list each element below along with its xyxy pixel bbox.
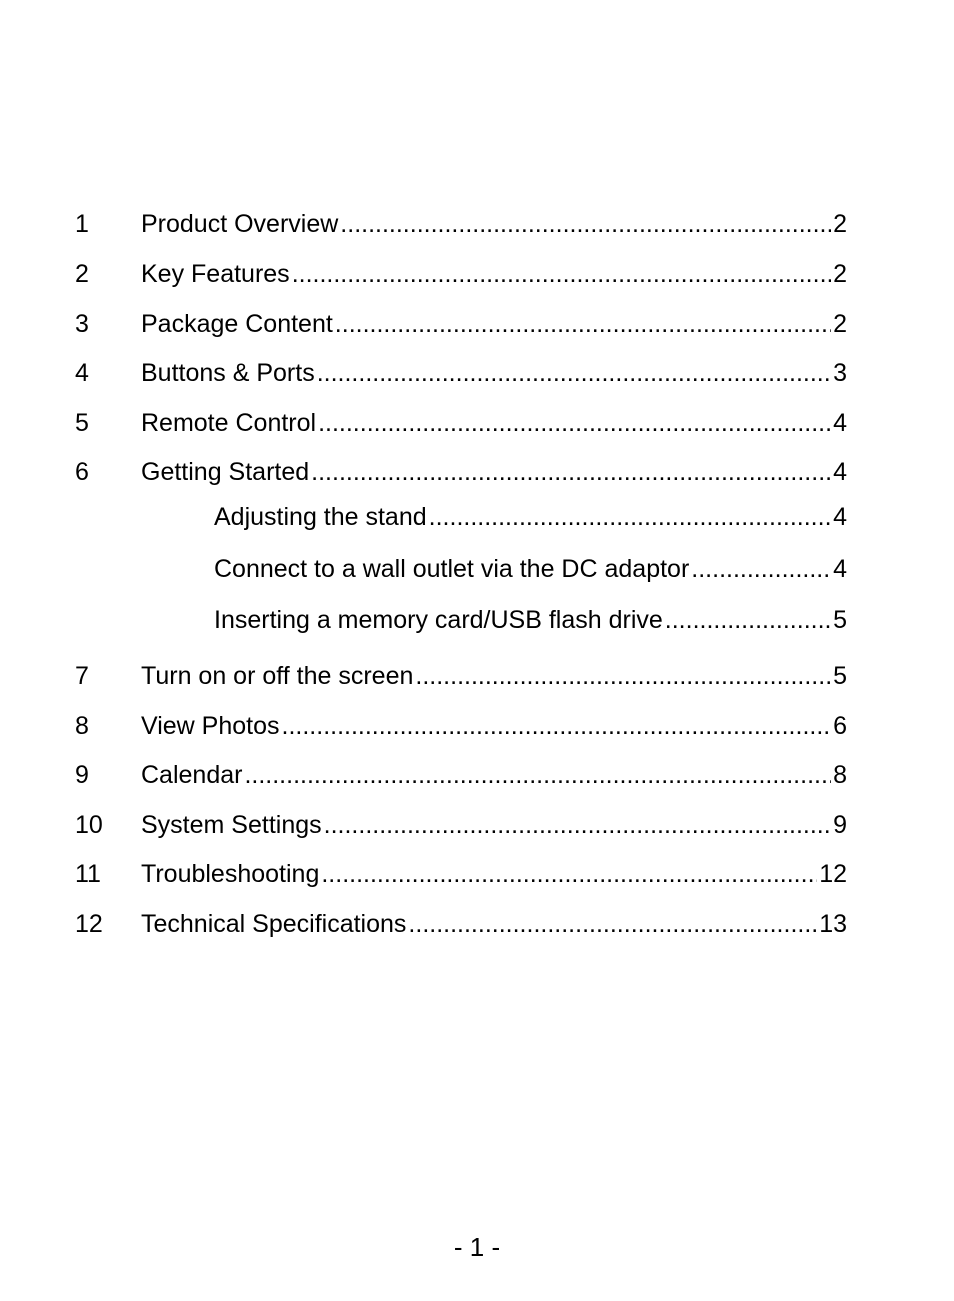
toc-entry-line <box>214 552 847 586</box>
toc-entry-title: System Settings <box>141 811 322 839</box>
toc-entry-buttons-ports[interactable] <box>0 356 954 390</box>
dot-leader <box>317 356 831 390</box>
toc-entry-page: 9 <box>833 811 847 839</box>
toc-entry-line <box>141 808 847 842</box>
toc-subentry-memory-card[interactable] <box>0 603 954 637</box>
toc-entry-title: Inserting a memory card/USB flash drive <box>214 606 663 634</box>
toc-entry-page: 13 <box>819 910 847 938</box>
toc-entry-calendar[interactable] <box>0 758 954 792</box>
toc-entry-line <box>141 356 847 390</box>
toc-entry-key-features[interactable] <box>0 257 954 291</box>
toc-entry-number: 10 <box>75 811 103 839</box>
dot-leader <box>691 552 831 586</box>
toc-entry-system-settings[interactable] <box>0 808 954 842</box>
toc-subentry-adjusting-stand[interactable] <box>0 500 954 534</box>
dot-leader <box>321 857 817 891</box>
toc-entry-title: Remote Control <box>141 409 317 437</box>
toc-entry-number: 7 <box>75 662 89 690</box>
page-number: - 1 - <box>453 1232 501 1262</box>
toc-entry-line <box>141 659 847 693</box>
toc-entry-title: Troubleshooting <box>141 860 320 888</box>
toc-entry-line <box>141 207 847 241</box>
toc-entry-page: 12 <box>819 860 847 888</box>
toc-entry-number: 12 <box>75 910 103 938</box>
dot-leader <box>244 758 831 792</box>
toc-entry-line <box>141 406 847 440</box>
toc-entry-page: 4 <box>833 458 847 486</box>
toc-entry-title: View Photos <box>141 712 280 740</box>
dot-leader <box>429 500 831 534</box>
toc-entry-line <box>141 758 847 792</box>
toc-entry-title: Getting Started <box>141 458 310 486</box>
toc-entry-line <box>141 455 847 489</box>
toc-entry-number: 4 <box>75 359 89 387</box>
toc-entry-number: 9 <box>75 761 89 789</box>
toc-entry-number: 11 <box>75 860 101 888</box>
dot-leader <box>318 406 831 440</box>
toc-entry-turn-on-off[interactable] <box>0 659 954 693</box>
dot-leader <box>408 907 817 941</box>
toc-entry-line <box>141 857 847 891</box>
toc-entry-line <box>141 907 847 941</box>
toc-entry-title: Turn on or off the screen <box>141 662 414 690</box>
toc-entry-number: 6 <box>75 458 89 486</box>
toc-entry-number: 8 <box>75 712 89 740</box>
dot-leader <box>335 307 831 341</box>
toc-entry-line <box>141 257 847 291</box>
toc-entry-number: 1 <box>75 210 89 238</box>
toc-entry-page: 3 <box>833 359 847 387</box>
toc-entry-package-content[interactable] <box>0 307 954 341</box>
toc-entry-getting-started[interactable] <box>0 455 954 489</box>
dot-leader <box>415 659 831 693</box>
dot-leader <box>292 257 831 291</box>
toc-entry-number: 3 <box>75 310 89 338</box>
toc-entry-troubleshooting[interactable] <box>0 857 954 891</box>
toc-entry-number: 5 <box>75 409 89 437</box>
toc-entry-view-photos[interactable] <box>0 709 954 743</box>
dot-leader <box>311 455 831 489</box>
toc-entry-remote-control[interactable] <box>0 406 954 440</box>
dot-leader <box>665 603 831 637</box>
toc-entry-title: Technical Specifications <box>141 910 407 938</box>
toc-entry-page: 4 <box>833 555 847 583</box>
toc-entry-product-overview[interactable] <box>0 207 954 241</box>
dot-leader <box>340 207 831 241</box>
toc-entry-technical-specifications[interactable] <box>0 907 954 941</box>
toc-entry-title: Adjusting the stand <box>214 503 427 531</box>
toc-subentry-dc-adaptor[interactable] <box>0 552 954 586</box>
dot-leader <box>324 808 831 842</box>
toc-entry-title: Product Overview <box>141 210 339 238</box>
toc-entry-title: Package Content <box>141 310 333 338</box>
toc-entry-page: 5 <box>833 662 847 690</box>
toc-entry-page: 8 <box>833 761 847 789</box>
toc-entry-page: 2 <box>833 210 847 238</box>
toc-entry-title: Connect to a wall outlet via the DC adaptor <box>214 555 690 583</box>
toc-entry-line <box>214 500 847 534</box>
toc-entry-page: 2 <box>833 260 847 288</box>
toc-entry-page: 4 <box>833 503 847 531</box>
toc-entry-line <box>214 603 847 637</box>
toc-entry-title: Buttons & Ports <box>141 359 315 387</box>
toc-entry-title: Calendar <box>141 761 243 789</box>
toc-entry-line <box>141 709 847 743</box>
dot-leader <box>282 709 832 743</box>
toc-entry-number: 2 <box>75 260 89 288</box>
toc-entry-title: Key Features <box>141 260 290 288</box>
toc-entry-page: 2 <box>833 310 847 338</box>
toc-entry-page: 6 <box>833 712 847 740</box>
toc-entry-page: 4 <box>833 409 847 437</box>
toc-entry-page: 5 <box>833 606 847 634</box>
toc-entry-line <box>141 307 847 341</box>
